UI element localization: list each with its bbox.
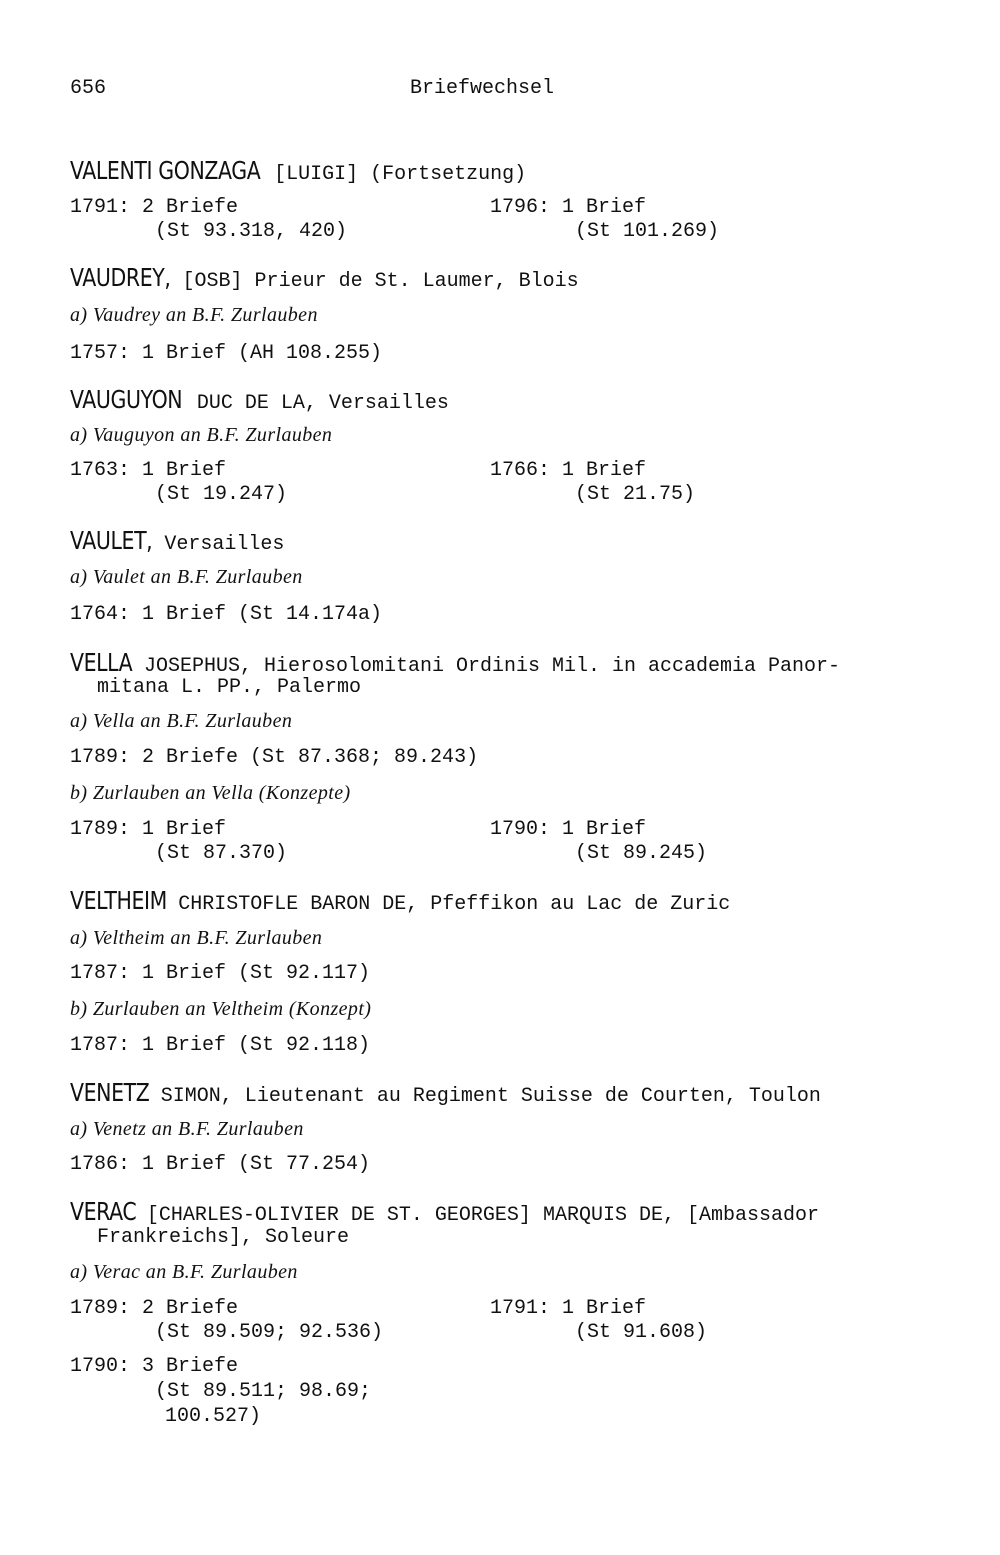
entry-name: VELTHEIM [70, 886, 167, 915]
archive-reference: (St 93.318, 420) [155, 220, 348, 243]
letter-count: 1796: 1 Brief [490, 196, 647, 219]
letter-count: 1763: 1 Brief [70, 459, 227, 482]
entry-description-continued: Frankreichs], Soleure [97, 1226, 350, 1249]
correspondence-direction: a) Vella an B.F. Zurlauben [70, 710, 293, 732]
entry-name: VENETZ [70, 1078, 150, 1107]
letter-count: 1787: 1 Brief (St 92.117) [70, 962, 371, 985]
entry-name: VAUDREY, [70, 263, 171, 292]
correspondence-direction: b) Zurlauben an Vella (Konzepte) [70, 782, 351, 804]
running-head: Briefwechsel [410, 77, 555, 100]
page-number: 656 [70, 77, 107, 100]
entry-description: JOSEPHUS, Hierosolomitani Ordinis Mil. in accademia Panor- [143, 655, 841, 678]
letter-count: 1790: 1 Brief [490, 818, 647, 841]
archive-reference: (St 91.608) [575, 1321, 708, 1344]
letter-count: 1789: 1 Brief [70, 818, 227, 841]
entry-description: [CHARLES-OLIVIER DE ST. GEORGES] MARQUIS DE, [Ambassador [146, 1204, 819, 1227]
letter-count: 1791: 1 Brief [490, 1297, 647, 1320]
entry-name: VAUGUYON [70, 385, 183, 414]
archive-reference: (St 101.269) [575, 220, 720, 243]
entry-description: Versailles [164, 533, 285, 556]
archive-reference: (St 89.509; 92.536) [155, 1321, 384, 1344]
archive-reference: (St 87.370) [155, 842, 288, 865]
letter-count: 1766: 1 Brief [490, 459, 647, 482]
entry-description: [OSB] Prieur de St. Laumer, Blois [182, 270, 579, 293]
correspondence-direction: a) Venetz an B.F. Zurlauben [70, 1118, 304, 1140]
letter-count: 1789: 2 Briefe (St 87.368; 89.243) [70, 746, 479, 769]
letter-count: 1789: 2 Briefe [70, 1297, 239, 1320]
correspondence-direction: a) Veltheim an B.F. Zurlauben [70, 927, 323, 949]
letter-count: 1790: 3 Briefe [70, 1355, 239, 1378]
correspondence-direction: a) Vaudrey an B.F. Zurlauben [70, 304, 318, 326]
correspondence-direction: a) Verac an B.F. Zurlauben [70, 1261, 298, 1283]
entry-description-continued: mitana L. PP., Palermo [97, 676, 362, 699]
correspondence-direction: a) Vaulet an B.F. Zurlauben [70, 566, 303, 588]
archive-reference: (St 89.511; 98.69; [155, 1380, 372, 1403]
entry-name: VAULET, [70, 526, 153, 555]
letter-count: 1757: 1 Brief (AH 108.255) [70, 342, 383, 365]
correspondence-direction: b) Zurlauben an Veltheim (Konzept) [70, 998, 372, 1020]
letter-count: 1764: 1 Brief (St 14.174a) [70, 603, 383, 626]
archive-reference: 100.527) [165, 1405, 262, 1428]
correspondence-direction: a) Vauguyon an B.F. Zurlauben [70, 424, 333, 446]
entry-name: VELLA [70, 648, 133, 677]
archive-reference: (St 21.75) [575, 483, 696, 506]
entry-name: VERAC [70, 1197, 137, 1226]
letter-count: 1791: 2 Briefe [70, 196, 239, 219]
entry-description: CHRISTOFLE BARON DE, Pfeffikon au Lac de Zuric [178, 893, 731, 916]
entry-name: VALENTI GONZAGA [70, 156, 261, 185]
entry-description: [LUIGI] (Fortsetzung) [274, 163, 527, 186]
entry-description: SIMON, Lieutenant au Regiment Suisse de Courten, Toulon [160, 1085, 821, 1108]
archive-reference: (St 19.247) [155, 483, 288, 506]
entry-description: DUC DE LA, Versailles [196, 392, 449, 415]
archive-reference: (St 89.245) [575, 842, 708, 865]
letter-count: 1786: 1 Brief (St 77.254) [70, 1153, 371, 1176]
letter-count: 1787: 1 Brief (St 92.118) [70, 1034, 371, 1057]
